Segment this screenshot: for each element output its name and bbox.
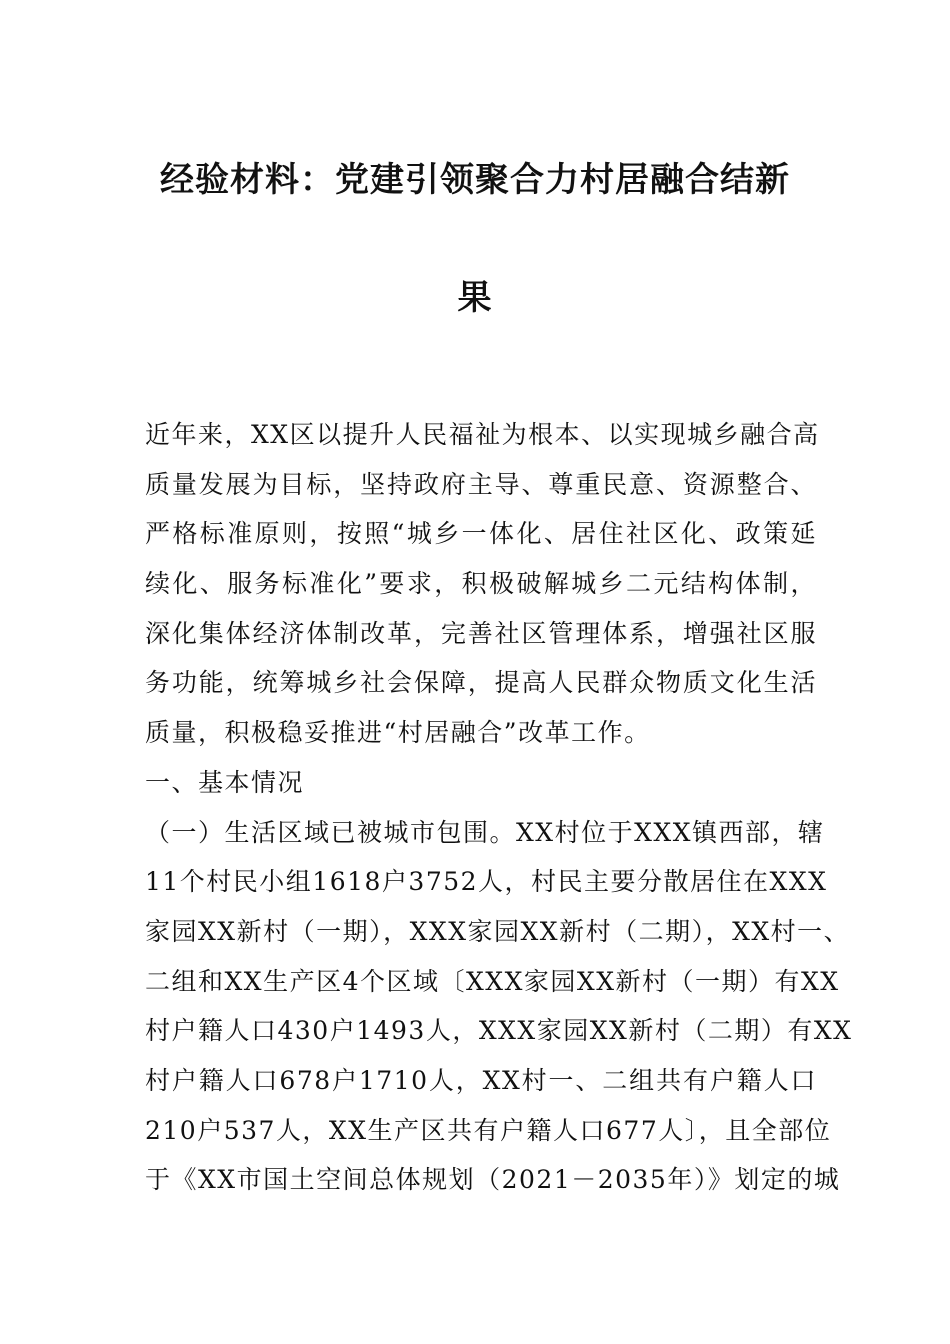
document-body [145, 410, 853, 1205]
intro-line: 质量，积极稳妥推进“村居融合”改革工作。 [145, 718, 651, 748]
document-title-line-1: 经验材料：党建引领聚合力村居融合结新 [160, 160, 790, 200]
section-heading: 一、基本情况 [145, 767, 305, 797]
subsection-line: 11个村民小组1618户3752人，村民主要分散居住在XXX [145, 867, 828, 897]
intro-line: 严格标准原则，按照“城乡一体化、居住社区化、政策延 [145, 519, 817, 549]
document-title-line-2: 果 [457, 278, 493, 318]
subsection-line: 村户籍人口430户1493人，XXX家园XX新村（二期）有XX [145, 1016, 853, 1046]
intro-line: 质量发展为目标，坚持政府主导、尊重民意、资源整合、 [145, 469, 817, 499]
intro-line: 续化、服务标准化”要求，积极破解城乡二元结构体制， [145, 569, 817, 599]
subsection-line: 二组和XX生产区4个区域〔XXX家园XX新村（一期）有XX [145, 966, 840, 996]
intro-line: 近年来，XX区以提升人民福祉为根本、以实现城乡融合高 [145, 420, 820, 449]
subsection-line: （一）生活区域已被城市包围。XX村位于XXX镇西部，辖 [145, 817, 825, 847]
subsection-line: 于《XX市国土空间总体规划（2021－2035年）》划定的城 [145, 1165, 841, 1195]
subsection-line: 210户537人，XX生产区共有户籍人口677人〕，且全部位 [145, 1115, 832, 1145]
intro-line: 深化集体经济体制改革，完善社区管理体系，增强社区服 [145, 618, 817, 648]
subsection-line: 家园XX新村（一期），XXX家园XX新村（二期），XX村一、 [145, 916, 851, 946]
subsection-paragraph [145, 808, 853, 1206]
intro-line: 务功能，统筹城乡社会保障，提高人民群众物质文化生活 [145, 668, 817, 698]
intro-paragraph [145, 410, 820, 758]
subsection-line: 村户籍人口678户1710人，XX村一、二组共有户籍人口 [145, 1065, 817, 1095]
